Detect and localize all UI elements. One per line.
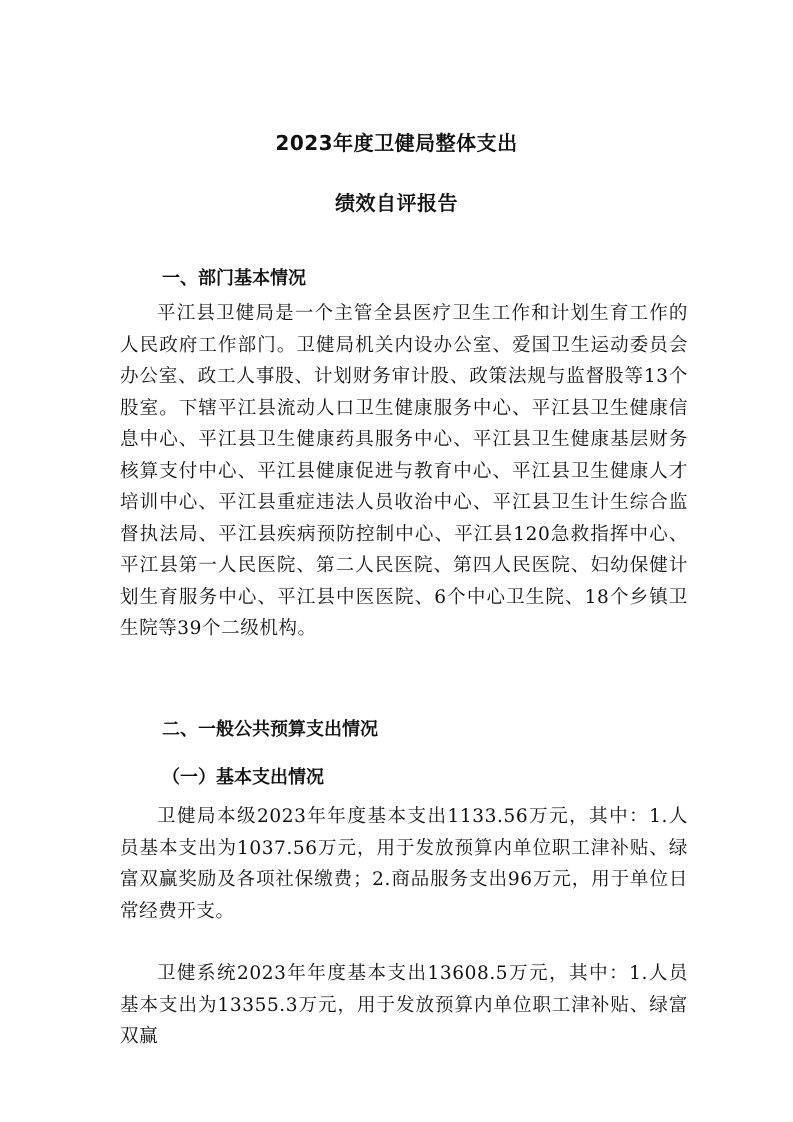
document-title-line2: 绩效自评报告 — [335, 191, 458, 215]
subsection1-paragraph1: 卫健局本级2023年年度基本支出1133.56万元，其中：1.人员基本支出为1037.56万元，用于发放预算内单位职工津补贴、绿富双赢奖励及各项社保缴费；2.商品服务支出96万元，用于单位日常经费开支。 — [120, 806, 688, 922]
document-title-line1: 2023年度卫健局整体支出 — [275, 131, 518, 155]
subsection1-paragraph2: 卫健系统2023年年度基本支出13608.5万元，其中：1.人员基本支出为13355.3万元，用于发放预算内单位职工津补贴、绿富双赢 — [120, 963, 688, 1047]
section2-heading: 二、一般公共预算支出情况 — [162, 719, 378, 740]
subsection1-heading: （一）基本支出情况 — [162, 767, 324, 788]
section1-heading: 一、部门基本情况 — [162, 268, 306, 289]
section1-paragraph: 平江县卫健局是一个主管全县医疗卫生工作和计划生育工作的人民政府工作部门。卫健局机关内设办公室、爱国卫生运动委员会办公室、政工人事股、计划财务审计股、政策法规与监督股等13个股室。下辖平江县流动人口卫生健康服务中心、平江县卫生健康信息中心、平江县卫生健康药具服务中心、平江县卫生健康基层财务核算支付中心、平江县健康促进与教育中心、平江县卫生健康人才培训中心、平江县重症违法人员收治中心、平江县卫生计生综合监督执法局、平江县疾病预防控制中心、平江县120急救指挥中心、平江县第一人民医院、第二人民医院、第四人民医院、妇幼保健计划生育服务中心、平江县中医医院、6个中心卫生院、18个乡镇卫生院等39个二级机构。 — [120, 303, 688, 639]
